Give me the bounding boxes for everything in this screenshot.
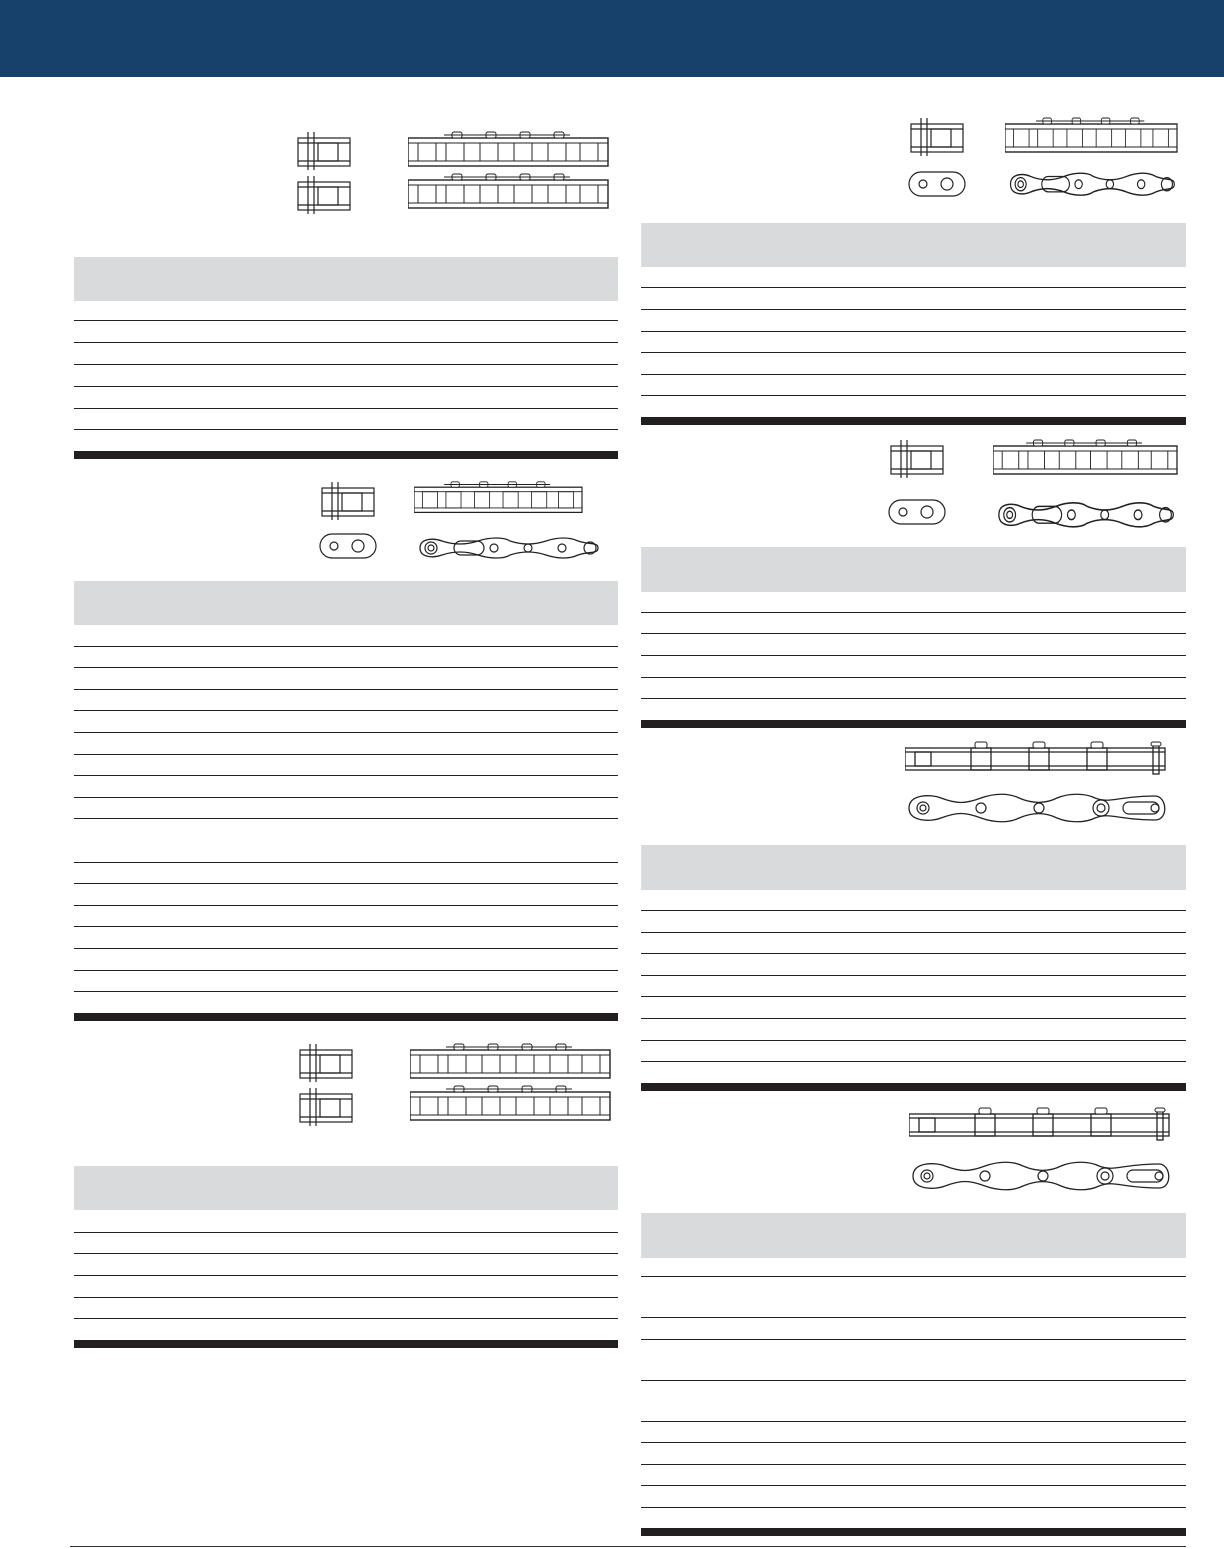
section-end-rule xyxy=(641,720,1186,728)
double-strand-end-view-drawing xyxy=(292,130,358,220)
left-column xyxy=(74,100,618,1350)
table-row-divider xyxy=(74,948,618,949)
table-row-divider xyxy=(641,698,1186,699)
table-row-divider xyxy=(641,633,1186,634)
table-row-divider xyxy=(641,1317,1186,1318)
table-row-divider xyxy=(641,1276,1186,1277)
table-row-divider xyxy=(641,953,1186,954)
table-row-divider xyxy=(74,667,618,668)
single-strand-side-view-drawing xyxy=(414,480,614,564)
table-row-divider xyxy=(74,1253,618,1254)
table-row-divider xyxy=(74,646,618,647)
connecting-link-end-view-drawing xyxy=(907,116,969,200)
table-row-divider xyxy=(641,612,1186,613)
table-row-divider xyxy=(74,970,618,971)
table-row-divider xyxy=(74,905,618,906)
table-row-divider xyxy=(641,1339,1186,1340)
table-row-divider xyxy=(641,331,1186,332)
table-row-divider xyxy=(74,754,618,755)
table-row-divider xyxy=(641,1018,1186,1019)
table-row-divider xyxy=(641,1040,1186,1041)
section-end-rule xyxy=(641,1528,1186,1536)
table-row-divider xyxy=(74,732,618,733)
table-row-divider xyxy=(641,1507,1186,1508)
table-row-divider xyxy=(641,309,1186,310)
table-header-band xyxy=(641,223,1186,267)
section-end-rule xyxy=(641,1083,1186,1091)
table-row-divider xyxy=(74,797,618,798)
table-row-divider xyxy=(641,1485,1186,1486)
table-row-divider xyxy=(641,677,1186,678)
table-row-divider xyxy=(641,655,1186,656)
table-row-divider xyxy=(74,320,618,321)
table-row-divider xyxy=(74,883,618,884)
table-row-divider xyxy=(74,710,618,711)
table-row-divider xyxy=(641,395,1186,396)
double-strand-side-view-drawing xyxy=(410,1042,614,1132)
section-end-rule xyxy=(641,417,1186,425)
table-row-divider xyxy=(74,342,618,343)
table-row-divider xyxy=(641,287,1186,288)
table-row-divider xyxy=(74,1275,618,1276)
table-row-divider xyxy=(641,374,1186,375)
table-header-band xyxy=(641,547,1186,592)
table-row-divider xyxy=(641,910,1186,911)
long-pitch-chain-side-view-drawing xyxy=(905,740,1173,830)
table-row-divider xyxy=(74,862,618,863)
table-row-divider xyxy=(74,1318,618,1319)
table-header-band xyxy=(74,1166,618,1210)
table-row-divider xyxy=(74,1297,618,1298)
connecting-link-side-view-drawing xyxy=(993,438,1179,530)
page-header-band xyxy=(0,0,1224,77)
table-row-divider xyxy=(641,1421,1186,1422)
table-row-divider xyxy=(641,932,1186,933)
table-row-divider xyxy=(74,364,618,365)
table-row-divider xyxy=(74,689,618,690)
table-row-divider xyxy=(641,1464,1186,1465)
double-strand-end-view-drawing xyxy=(294,1042,360,1132)
table-row-divider xyxy=(641,1442,1186,1443)
page-footer-rule xyxy=(70,1546,1186,1547)
table-row-divider xyxy=(641,1061,1186,1062)
connecting-link-side-view-drawing xyxy=(1005,116,1181,200)
table-row-divider xyxy=(74,408,618,409)
connecting-link-end-view-drawing xyxy=(887,438,949,528)
section-end-rule xyxy=(74,451,618,459)
table-row-divider xyxy=(74,991,618,992)
table-header-band xyxy=(641,845,1186,890)
table-header-band xyxy=(74,257,618,301)
table-header-band xyxy=(74,581,618,625)
right-column xyxy=(641,100,1186,1540)
double-strand-side-view-drawing xyxy=(408,130,612,220)
table-row-divider xyxy=(74,429,618,430)
table-row-divider xyxy=(74,775,618,776)
table-row-divider xyxy=(74,386,618,387)
table-row-divider xyxy=(641,996,1186,997)
long-pitch-chain-side-view-drawing xyxy=(909,1106,1177,1196)
table-row-divider xyxy=(74,818,618,819)
table-row-divider xyxy=(641,1380,1186,1381)
table-row-divider xyxy=(641,975,1186,976)
single-strand-end-view-drawing xyxy=(318,480,380,562)
table-header-band xyxy=(641,1213,1186,1258)
table-row-divider xyxy=(641,352,1186,353)
table-row-divider xyxy=(74,1232,618,1233)
table-row-divider xyxy=(74,926,618,927)
section-end-rule xyxy=(74,1013,618,1021)
section-end-rule xyxy=(74,1340,618,1348)
